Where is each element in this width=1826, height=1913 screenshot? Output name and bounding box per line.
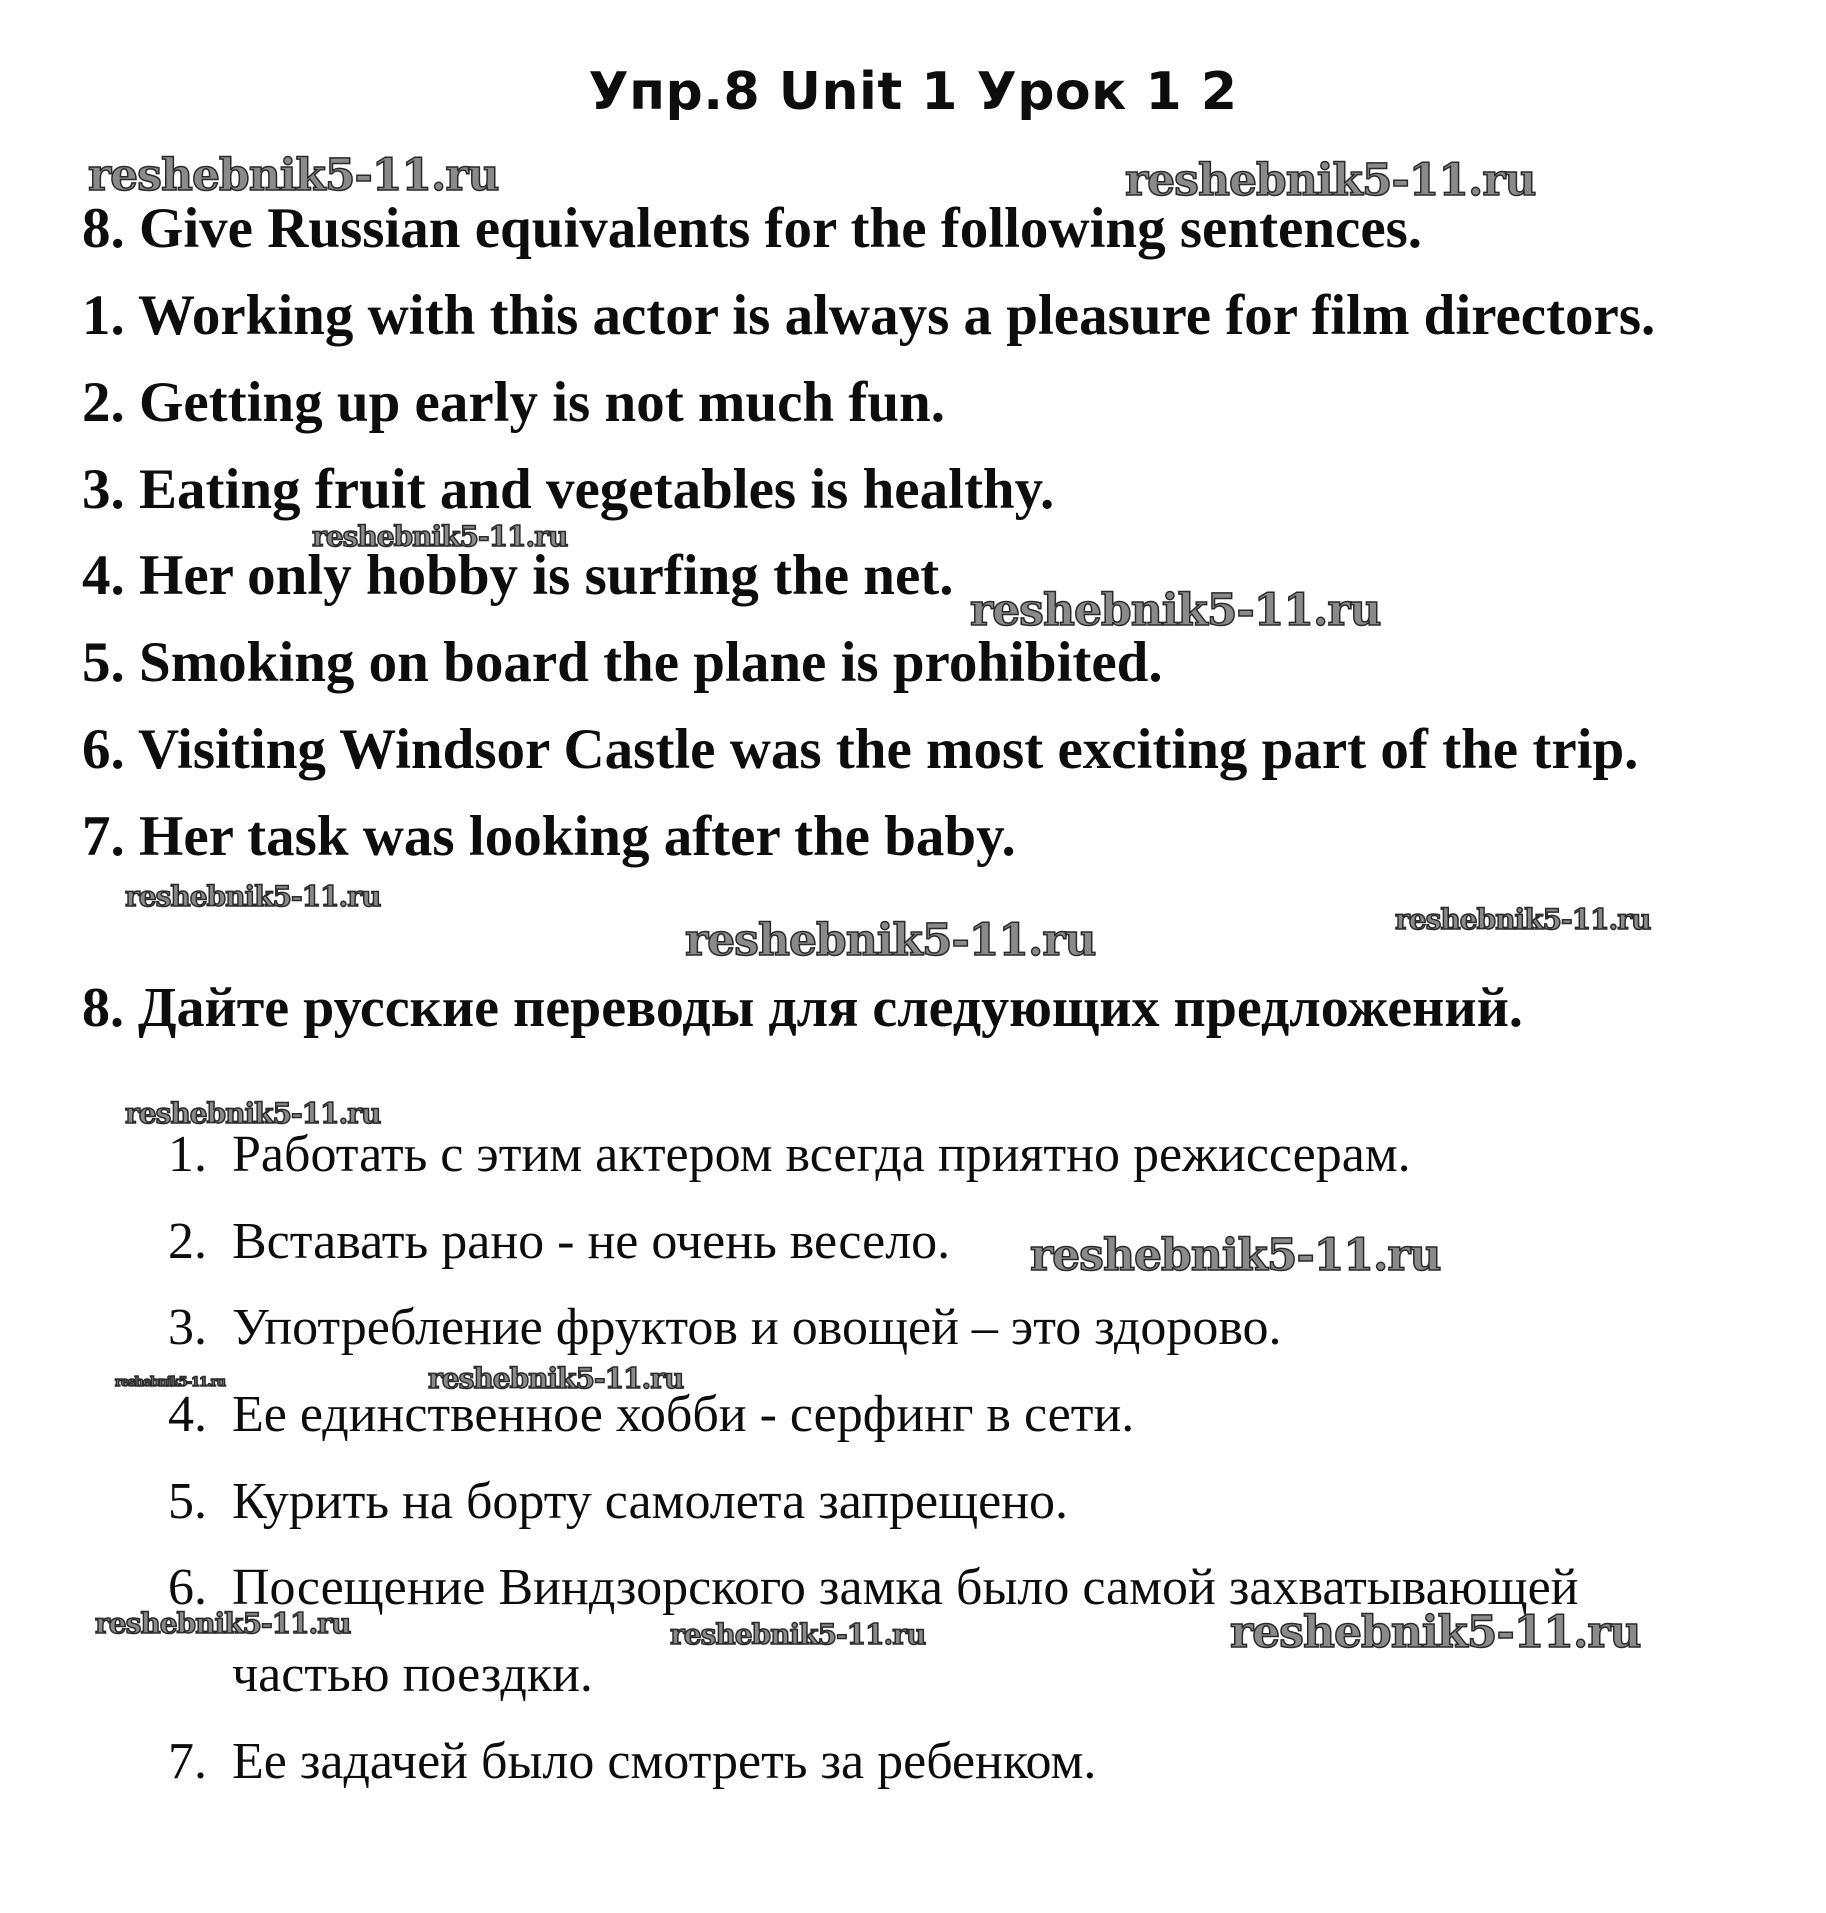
watermark: reshebnik5-11.ru [115,1375,226,1390]
watermark: reshebnik5-11.ru [685,915,1096,966]
english-sentence-3: 3. Eating fruit and vegetables is healthy. [82,458,1055,521]
russian-item-text: Посещение Виндзорского замка было самой захватывающей [232,1559,1579,1616]
russian-item-number: 5. [168,1473,207,1530]
english-sentence-4: 4. Her only hobby is surfing the net. [82,544,954,607]
russian-item-text: Ее задачей было смотреть за ребенком. [232,1733,1097,1790]
english-sentence-6: 6. Visiting Windsor Castle was the most exciting part of the trip. [82,718,1639,781]
watermark: reshebnik5-11.ru [428,1362,684,1395]
russian-item-number: 2. [168,1213,207,1270]
russian-item-number: 7. [168,1733,207,1790]
watermark: reshebnik5-11.ru [1125,155,1536,206]
russian-item-number: 4. [168,1386,207,1443]
page-title: Упр.8 Unit 1 Урок 1 2 [588,62,1238,122]
russian-heading: 8. Дайте русские переводы для следующих предложений. [82,977,1523,1039]
russian-item-number: 1. [168,1126,207,1183]
english-heading: 8. Give Russian equivalents for the following sentences. [82,197,1423,260]
watermark: reshebnik5-11.ru [670,1618,926,1651]
english-sentence-1: 1. Working with this actor is always a pleasure for film directors. [82,284,1656,347]
russian-item-number: 6. [168,1559,207,1616]
watermark: reshebnik5-11.ru [1230,1607,1641,1658]
watermark: reshebnik5-11.ru [88,150,499,201]
russian-item-text: Употребление фруктов и овощей – это здорово. [232,1299,1282,1356]
english-sentence-7: 7. Her task was looking after the baby. [82,805,1016,868]
watermark: reshebnik5-11.ru [1030,1230,1441,1281]
russian-item-text: Работать с этим актером всегда приятно режиссерам. [232,1126,1411,1183]
english-sentence-2: 2. Getting up early is not much fun. [82,371,945,434]
watermark: reshebnik5-11.ru [1395,903,1651,936]
russian-item-text: Курить на борту самолета запрещено. [232,1473,1069,1530]
watermark: reshebnik5-11.ru [125,880,381,913]
watermark: reshebnik5-11.ru [312,520,568,553]
russian-item-text: Вставать рано - не очень весело. [232,1213,951,1270]
english-sentence-5: 5. Smoking on board the plane is prohibited. [82,631,1163,694]
watermark: reshebnik5-11.ru [970,585,1381,636]
russian-item-text: Ее единственное хобби - серфинг в сети. [232,1386,1135,1443]
watermark: reshebnik5-11.ru [95,1607,351,1640]
russian-item-number: 3. [168,1299,207,1356]
watermark: reshebnik5-11.ru [125,1097,381,1130]
russian-item-text-continuation: частью поездки. [232,1646,593,1703]
